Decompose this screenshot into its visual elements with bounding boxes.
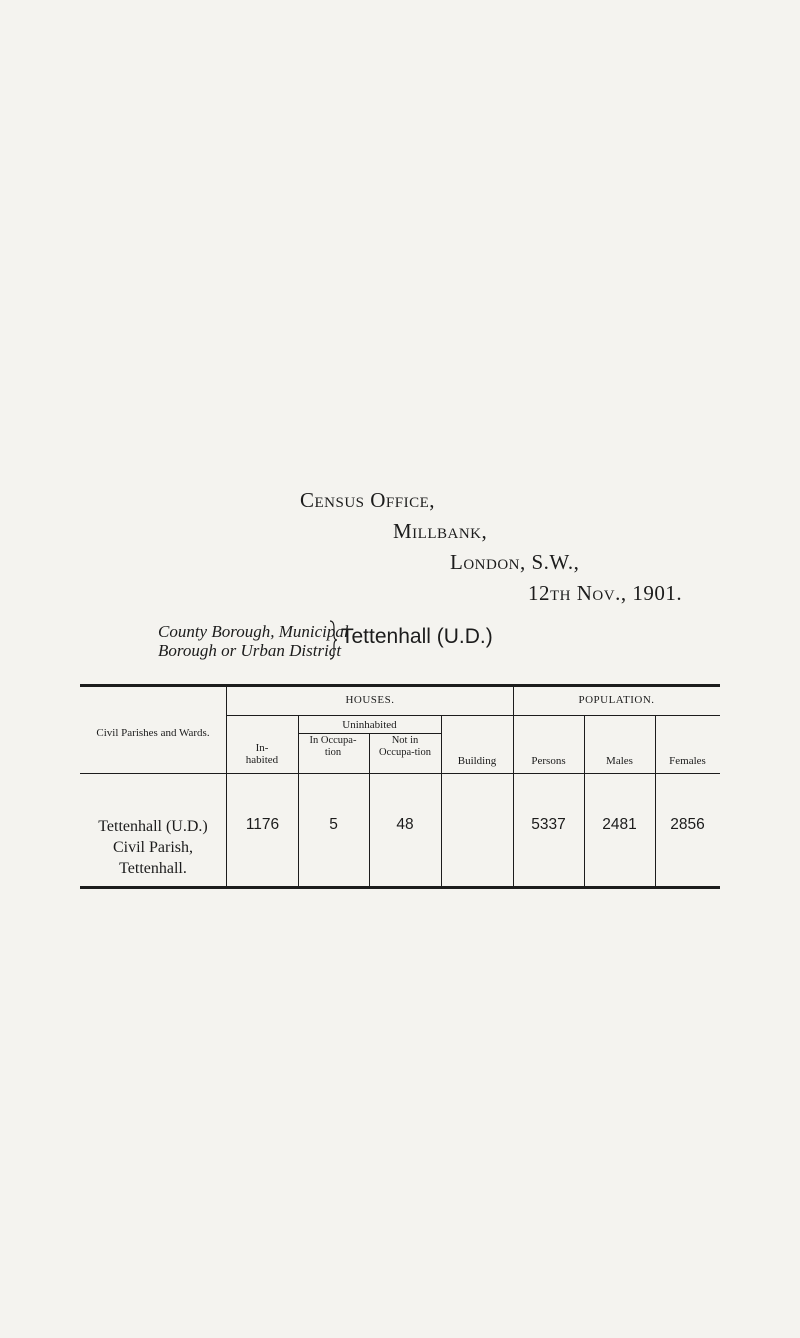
district-name: Tettenhall (U.D.): [341, 625, 493, 648]
header-population: POPULATION.: [578, 694, 655, 706]
cell-females: 2856: [670, 816, 705, 833]
district-type-label: [158, 622, 349, 660]
letter-date: 12th Nov., 1901.: [528, 581, 683, 605]
district-type-line-2: Borough or Urban District: [158, 641, 342, 660]
header-houses: HOUSES.: [345, 694, 395, 706]
parish-name: [80, 816, 226, 879]
table-header-rule: [80, 773, 720, 774]
district-type-line-1: County Borough, Municipal: [158, 622, 349, 641]
table-bottom-rule: [80, 886, 720, 889]
population-group-rule: [513, 715, 720, 716]
col-divider: [513, 687, 514, 886]
cell-inhabited: 1176: [245, 816, 280, 833]
table-top-rule: [80, 684, 720, 687]
cell-in-occupation: 5: [329, 816, 338, 833]
col-divider: [441, 715, 442, 886]
header-females: Females: [669, 755, 706, 767]
brace-icon: [328, 620, 338, 660]
header-persons: Persons: [531, 755, 566, 767]
header-uninhabited: Uninhabited: [342, 719, 397, 731]
header-inhabited: In-habited: [245, 742, 279, 766]
header-civil-parishes: Civil Parishes and Wards.: [96, 727, 210, 739]
cell-not-in-occupation: 48: [396, 816, 414, 833]
col-divider: [655, 715, 656, 886]
parish-name-line-3: Tettenhall.: [119, 860, 187, 877]
cell-males: 2481: [602, 816, 637, 833]
houses-group-rule: [227, 715, 513, 716]
office-street: Millbank,: [393, 519, 488, 543]
office-name: Census Office,: [300, 488, 436, 512]
col-divider: [226, 687, 227, 886]
col-divider: [369, 733, 370, 886]
header-males: Males: [606, 755, 633, 767]
header-not-in-occupation: Not in Occupa-tion: [379, 735, 431, 758]
header-in-occupation: In Occupa-tion: [309, 735, 357, 758]
col-divider: [584, 715, 585, 886]
cell-persons: 5337: [531, 816, 566, 833]
parish-name-line-2: Civil Parish,: [112, 839, 193, 856]
col-divider: [298, 715, 299, 886]
parish-name-line-1: Tettenhall (U.D.): [98, 818, 208, 835]
office-city: London, S.W.,: [450, 550, 580, 574]
header-building: Building: [457, 755, 497, 767]
